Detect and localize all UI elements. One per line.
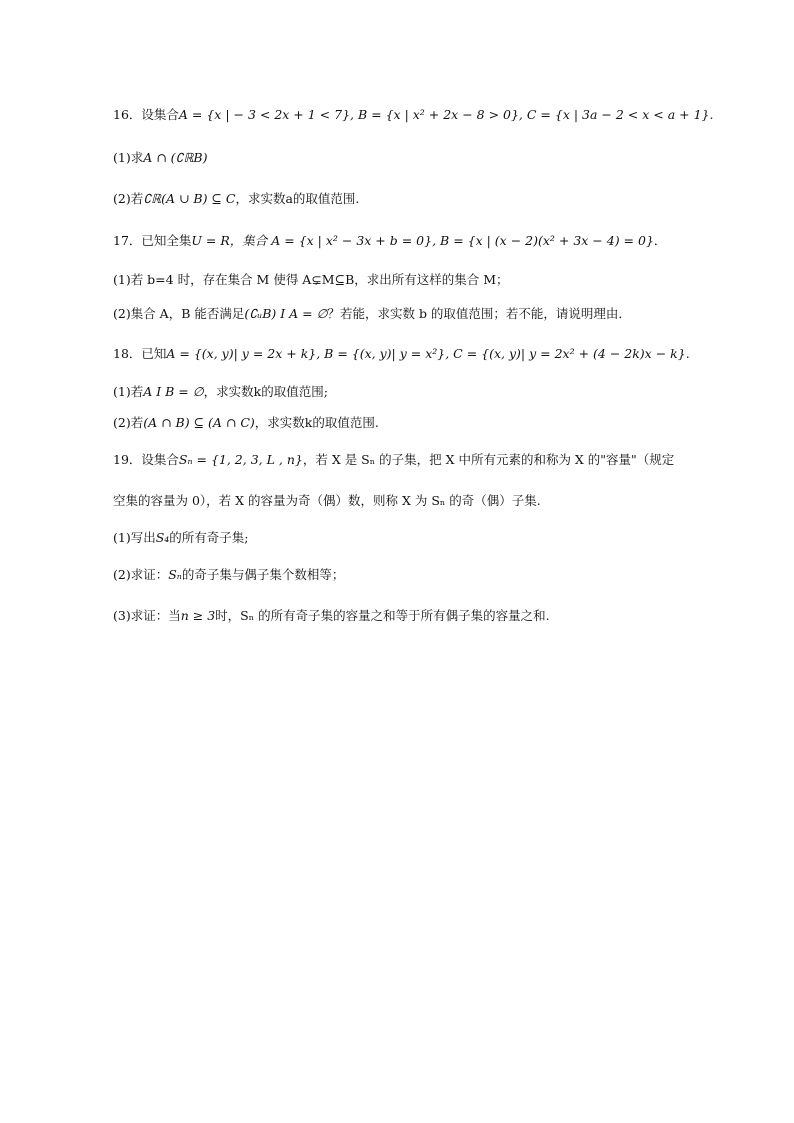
q18-part1-math: A I B = ∅	[143, 384, 204, 399]
q17-part1	[113, 272, 713, 288]
q19-part1	[113, 530, 713, 546]
q18-part2	[113, 415, 713, 431]
q18-part2-prefix: (2)若	[113, 415, 144, 430]
q18-stem-prefix: 18．已知	[113, 346, 167, 361]
q16-stem-math: A = {x | − 3 < 2x + 1 < 7}, B = {x | x² + 2x − 8 > 0}, C = {x | 3a − 2 < x < a + 1}	[178, 107, 710, 122]
q19-stem-suffix: ，若 X 是 Sₙ 的子集，把 X 中所有元素的和称为 X 的"容量"（规定	[302, 452, 675, 467]
q19-stem-cont	[113, 493, 713, 509]
q18-stem	[113, 346, 713, 362]
q19-part3-suffix: 时，Sₙ 的所有奇子集的容量之和等于所有偶子集的容量之和.	[215, 608, 550, 623]
q18-stem-suffix: .	[685, 346, 690, 361]
q17-part2-suffix: ？若能，求实数 b 的取值范围；若不能，请说明理由．	[327, 306, 631, 321]
q16-stem-prefix: 16．设集合	[113, 107, 179, 122]
q19-part1-suffix: 的所有奇子集;	[169, 530, 249, 545]
q18-stem-math: A = {(x, y)| y = 2x + k}, B = {(x, y)| y = x²}, C = {(x, y)| y = 2x² + (4 − 2k)x − k}	[166, 346, 686, 361]
q16-part2-math: ∁ℝ(A ∪ B) ⊆ C	[143, 191, 236, 206]
q18-part1	[113, 384, 713, 400]
q19-stem-prefix: 19．设集合	[113, 452, 179, 467]
q16-part1	[113, 150, 713, 166]
q17-stem-suffix: ．	[653, 233, 667, 248]
q17-part2-math: (∁ᵤB) I A = ∅	[244, 306, 328, 321]
q16-stem-suffix: .	[709, 107, 714, 122]
q17-stem-math: U = R，集合 A = {x | x² − 3x + b = 0}, B = {x | (x − 2)(x² + 3x − 4) = 0}	[191, 233, 654, 248]
q19-part2	[113, 567, 713, 583]
q19-stem	[113, 452, 713, 468]
q19-part2-math: Sₙ	[168, 567, 182, 582]
q19-part3	[113, 608, 713, 624]
q16-part2-prefix: (2)若	[113, 191, 144, 206]
q19-stem-cont-prefix: 空集的容量为 0），若 X 的容量为奇（偶）数，则称 X 为 Sₙ 的奇（偶）子集.	[113, 493, 541, 508]
q16-part1-math: A ∩ (∁ℝB)	[143, 150, 208, 165]
q19-part3-math: n ≥ 3	[180, 608, 216, 623]
q16-part2-suffix: ，求实数a的取值范围.	[235, 191, 360, 206]
q17-stem	[113, 233, 713, 249]
q19-part2-suffix: 的奇子集与偶子集个数相等；	[181, 567, 345, 582]
q18-part1-suffix: ，求实数k的取值范围;	[203, 384, 328, 399]
q17-part2-prefix: (2)集合 A，B 能否满足	[113, 306, 245, 321]
q16-stem	[113, 107, 713, 123]
q16-part2	[113, 191, 713, 207]
q19-stem-math: Sₙ = {1, 2, 3, L , n}	[178, 452, 303, 467]
q17-stem-prefix: 17．已知全集	[113, 233, 192, 248]
q18-part2-math: (A ∩ B) ⊆ (A ∩ C)	[143, 415, 255, 430]
q17-part1-prefix: (1)若 b=4 时，存在集合 M 使得 A⊊M⊆B，求出所有这样的集合 M；	[113, 272, 509, 287]
q18-part1-prefix: (1)若	[113, 384, 144, 399]
q19-part1-math: S₄	[155, 530, 170, 545]
q19-part1-prefix: (1)写出	[113, 530, 156, 545]
q19-part2-prefix: (2)求证：	[113, 567, 169, 582]
q18-part2-suffix: ，求实数k的取值范围.	[254, 415, 379, 430]
q19-part3-prefix: (3)求证：当	[113, 608, 181, 623]
q17-part2	[113, 306, 713, 322]
q16-part1-prefix: (1)求	[113, 150, 144, 165]
